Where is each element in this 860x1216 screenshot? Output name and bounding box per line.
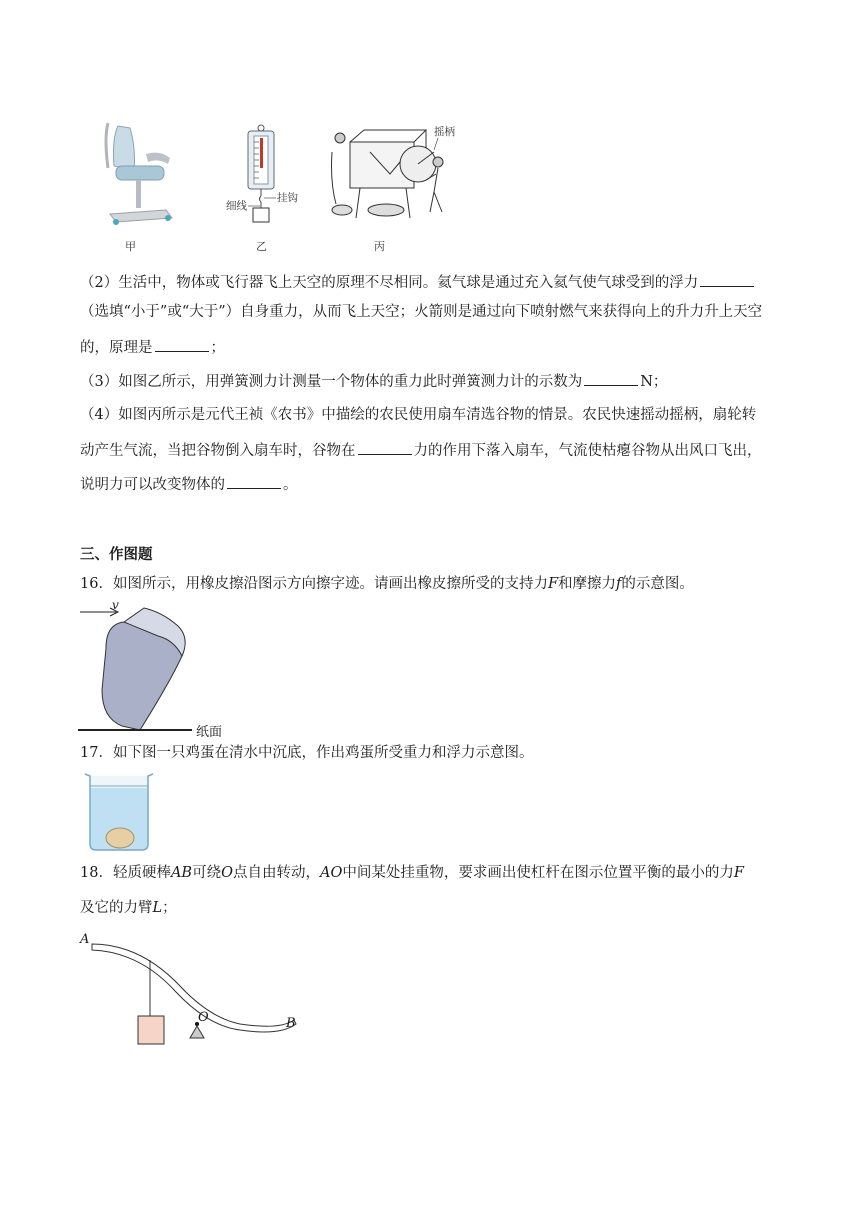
section-title: 三、作图题	[80, 546, 153, 563]
lever-label-A: A	[80, 932, 90, 947]
q18-text: 可绕	[192, 865, 222, 881]
q15-part4-text: 说明力可以改变物体的	[80, 477, 225, 493]
q15-part2-text: 的，原理是	[80, 340, 153, 356]
q17-question: 17．如下图一只鸡蛋在清水中沉底，作出鸡蛋所受重力和浮力示意图。	[80, 745, 534, 761]
answer-blank[interactable]	[155, 337, 209, 352]
spring-scale-thread-label: 细线	[226, 200, 247, 212]
q18-symbol-L: L	[152, 900, 163, 916]
q15-part4-line1: （4）如图丙所示是元代王祯《农书》中描绘的农民使用扇车清选谷物的情景。农民快速摇动摇柄，扇轮转	[80, 407, 757, 423]
caption-jia: 甲	[125, 240, 136, 253]
spring-scale-hook-label: 挂钩	[277, 192, 298, 204]
q15-part4-text: 动产生气流，当把谷物倒入扇车时，谷物在	[80, 443, 356, 459]
answer-blank[interactable]	[700, 272, 754, 287]
q16-question	[80, 574, 694, 594]
q18-text: 18．轻质硬棒	[80, 865, 171, 881]
q18-text: 点自由转动，	[232, 865, 320, 881]
q15-part2-text: （2）生活中，物体或飞行器飞上天空的原理不尽相同。氦气球是通过充入氦气使气球受到的浮力	[80, 275, 699, 291]
chair-figure	[96, 118, 176, 228]
q16-text: 和摩擦力	[558, 576, 617, 592]
q15-part2-line1	[80, 272, 756, 293]
q15-part4-line2	[80, 440, 762, 461]
q16-text: 16．如图所示，用橡皮擦沿图示方向擦字迹。请画出橡皮擦所受的支持力	[80, 576, 548, 592]
q16-symbol-f: f	[616, 576, 622, 592]
q18-text: 中间某处挂重物，要求画出使杠杆在图示位置平衡的最小的力	[342, 865, 734, 881]
q18-text: 及它的力臂	[80, 900, 153, 916]
lever-figure	[80, 936, 310, 1054]
q15-part3	[80, 371, 667, 392]
q18-symbol-AB: AB	[170, 865, 193, 881]
q18-symbol-AO: AO	[319, 865, 343, 881]
answer-blank[interactable]	[584, 371, 638, 386]
answer-blank[interactable]	[227, 474, 281, 489]
q15-part4-text: 力的作用下落入扇车，气流使枯瘪谷物从出风口飞出，	[413, 443, 762, 459]
q16-text: 的示意图。	[621, 576, 694, 592]
q15-part3-text: N；	[640, 374, 668, 390]
beaker-egg-figure	[82, 772, 156, 854]
answer-blank[interactable]	[358, 440, 412, 455]
caption-yi: 乙	[256, 240, 267, 253]
velocity-label: v	[112, 598, 119, 612]
crank-handle-label: 摇柄	[434, 126, 455, 138]
q16-symbol-F: F	[547, 576, 559, 592]
q18-text: ；	[162, 900, 177, 916]
caption-bing: 丙	[374, 240, 385, 253]
q15-part4-line3	[80, 474, 298, 495]
q15-part4-text: 。	[283, 477, 298, 493]
paper-surface-label: 纸面	[196, 725, 223, 740]
q18-question-line2	[80, 898, 177, 918]
q18-question-line1	[80, 863, 744, 883]
lever-label-O: O	[198, 1010, 209, 1025]
q18-symbol-O: O	[221, 865, 233, 881]
q18-symbol-F: F	[733, 865, 744, 881]
q15-part3-text: （3）如图乙所示，用弹簧测力计测量一个物体的重力此时弹簧测力计的示数为	[80, 374, 583, 390]
q15-part2-line2: （选填“小于”或“大于”）自身重力，从而飞上天空；火箭则是通过向下喷射燃气来获得向上的升力升上天空	[80, 304, 763, 320]
q15-part2-line3	[80, 337, 225, 358]
q15-part2-text: ；	[210, 340, 225, 356]
eraser-figure	[78, 598, 198, 732]
lever-label-B: B	[286, 1016, 296, 1031]
